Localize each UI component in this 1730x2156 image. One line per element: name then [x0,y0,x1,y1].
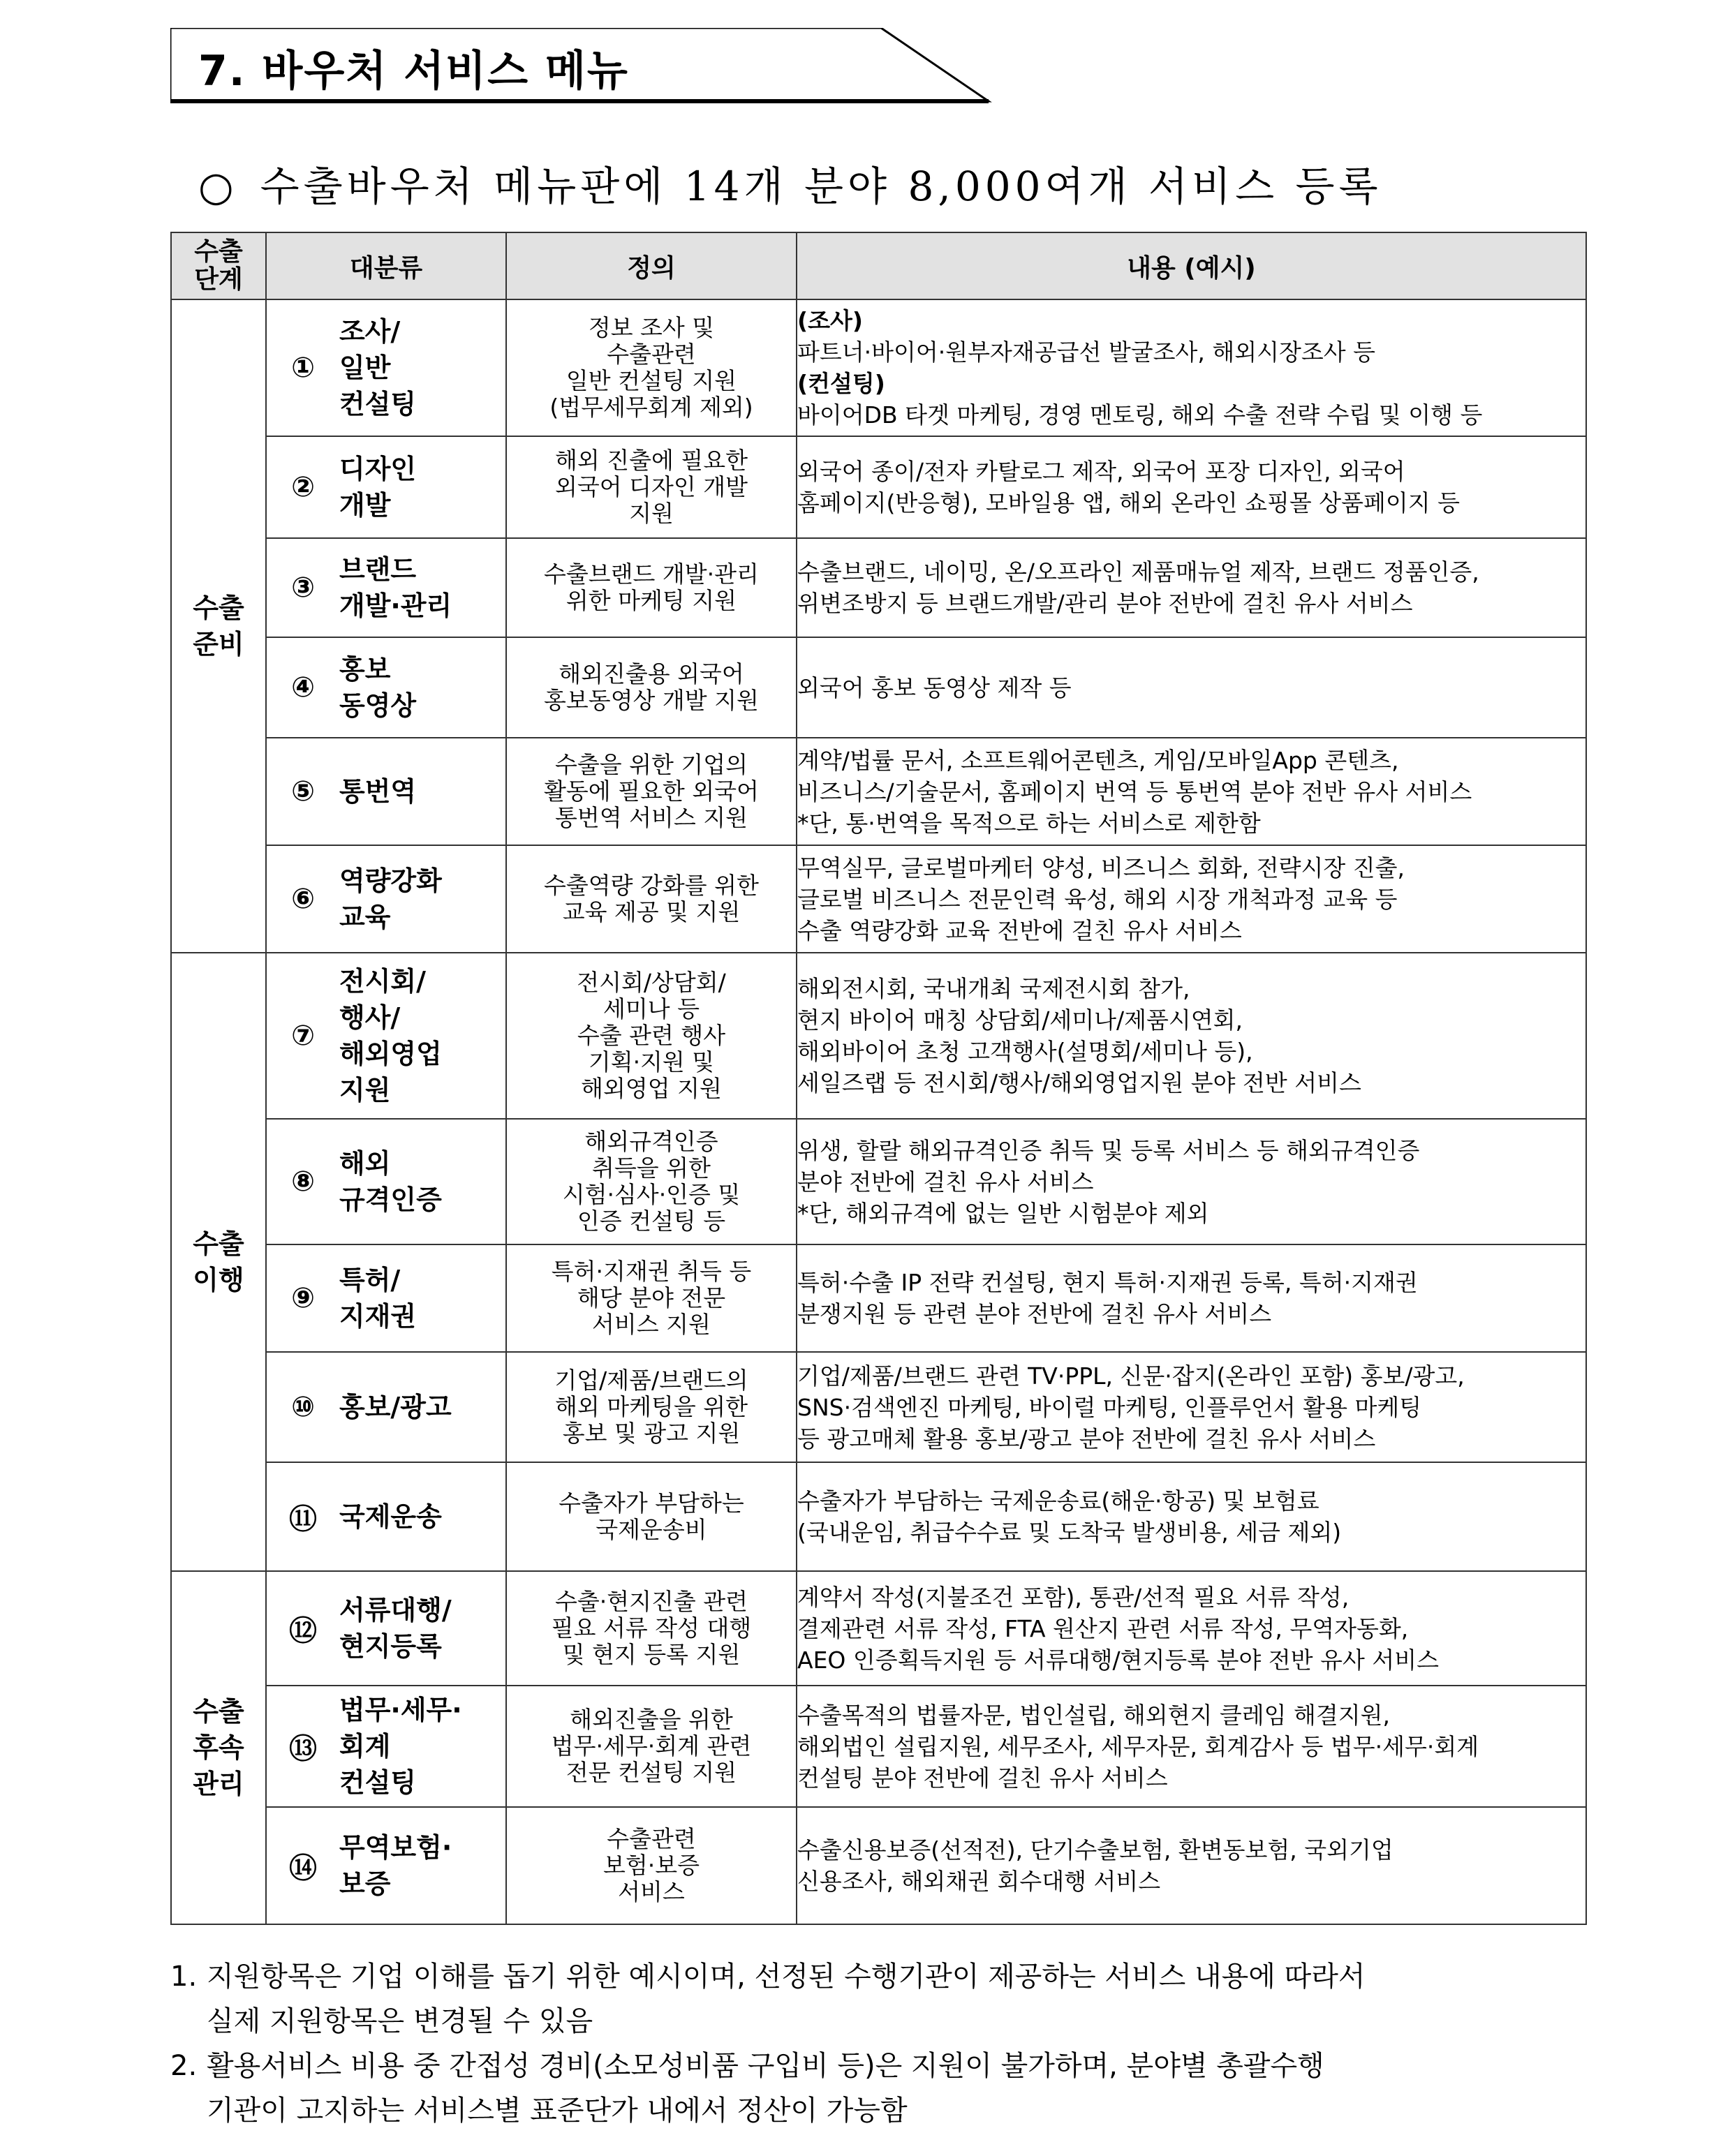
definition-line: 보험·보증 [602,1852,700,1879]
content-line: (컨설팅) [797,370,885,397]
definition-line: 해외 진출에 필요한 [554,447,748,474]
section-title-box [170,28,994,105]
content-line: 해외법인 설립지원, 세무조사, 세무자문, 회계감사 등 법무·세무·회계 [797,1732,1479,1760]
content-line: 해외전시회, 국내개최 국제전시회 참가, [797,975,1190,1002]
category-cell [266,845,506,953]
category-cell [266,538,506,637]
category-label-line: 컨설팅 [339,389,417,419]
content-line: 글로벌 비즈니스 전문인력 육성, 해외 시장 개척과정 교육 등 [797,885,1398,913]
category-label [339,1692,462,1801]
definition-line: 정보 조사 및 [588,314,715,341]
category-cell [266,953,506,1119]
table-row [171,538,1586,637]
definition-cell [506,1352,797,1462]
category-wrap [267,963,505,1108]
content-line: 분쟁지원 등 관련 분야 전반에 걸친 유사 서비스 [797,1300,1272,1328]
definition-line: 수출관련 [607,1825,696,1852]
category-cell [266,1462,506,1571]
category-label-line: 교육 [339,902,391,932]
definition-line: 국제운송비 [596,1516,707,1543]
definition-line: 세미나 등 [602,995,700,1023]
content-cell [797,299,1586,436]
table-row [171,953,1586,1119]
category-cell [266,738,506,845]
category-wrap [267,313,505,422]
stage-label-line: 후속 [193,1732,244,1763]
category-number: ④ [291,671,315,704]
definition-line: 지원 [629,500,674,527]
definition-line: 취득을 위한 [592,1154,711,1182]
category-label [339,313,416,422]
definition-line: 및 현지 등록 지원 [562,1641,741,1668]
category-label-line: 지원 [339,1075,391,1106]
category-cell [266,1352,506,1462]
definition-cell [506,1119,797,1244]
stage-label-line: 관리 [193,1769,244,1799]
category-label-line: 컨설팅 [339,1767,417,1798]
category-wrap [267,1389,505,1425]
definition-line: 해당 분야 전문 [577,1284,726,1311]
category-cell [266,299,506,436]
category-number: ⑭ [289,1852,317,1884]
category-cell [266,1571,506,1686]
definition-cell [506,1686,797,1807]
definition-line: 해외규격인증 [584,1128,718,1155]
table-row [171,1462,1586,1571]
stage-label-line: 수출 [193,593,244,623]
content-line: 계약서 작성(지불조건 포함), 통관/선적 필요 서류 작성, [797,1583,1350,1611]
content-line: 특허·수출 IP 전략 컨설팅, 현지 특허·지재권 등록, 특허·지재권 [797,1269,1418,1296]
content-line: *단, 통·번역을 목적으로 하는 서비스로 제한함 [797,809,1261,837]
footnote-line: 활용서비스 비용 중 간접성 경비(소모성비품 구입비 등)은 지원이 불가하며, 분야별 총괄수행 [207,2050,1324,2082]
category-label-line: 일반 [339,352,391,383]
content-cell [797,637,1586,738]
header-content: 내용 (예시) [797,232,1586,299]
definition-line: 특허·지재권 취득 등 [551,1258,752,1285]
table-body [171,299,1586,1924]
content-cell [797,738,1586,845]
category-label-line: 해외 [339,1148,391,1179]
category-wrap [267,1829,505,1902]
definition-line: 수출관련 [607,341,696,368]
category-label [339,1389,452,1425]
category-number: ⑬ [289,1732,317,1765]
definition-line: 수출브랜드 개발·관리 [544,560,759,588]
category-cell [266,1807,506,1924]
category-number: ⑦ [291,1020,315,1052]
section-title: 7. 바우처 서비스 메뉴 [198,47,629,96]
definition-line: 전시회/상담회/ [577,969,726,996]
content-line: 수출자가 부담하는 국제운송료(해운·항공) 및 보험료 [797,1487,1319,1515]
category-wrap [267,773,505,810]
definition-line: 외국어 디자인 개발 [554,473,748,500]
category-number: ⑩ [291,1391,315,1423]
category-label-line: 개발 [339,490,391,521]
category-label [339,1262,416,1335]
definition-line: 활동에 필요한 외국어 [544,778,759,805]
category-number: ① [291,352,315,384]
category-label-line: 행사/ [339,1002,401,1033]
category-number: ⑨ [291,1282,315,1314]
category-label [339,1145,442,1218]
definition-cell [506,538,797,637]
category-cell [266,1119,506,1244]
category-number: ② [291,471,315,503]
content-line: (국내운임, 취급수수료 및 도착국 발생비용, 세금 제외) [797,1519,1342,1546]
content-cell [797,845,1586,953]
table-row [171,1244,1586,1352]
content-line: 계약/법률 문서, 소프트웨어콘텐츠, 게임/모바일App 콘텐츠, [797,746,1399,774]
content-cell [797,1244,1586,1352]
content-cell [797,1571,1586,1686]
category-wrap [267,863,505,935]
definition-cell [506,1462,797,1571]
definition-cell [506,436,797,538]
header-definition: 정의 [506,232,797,299]
category-number: ⑧ [291,1166,315,1198]
definition-cell [506,738,797,845]
category-label-line: 동영상 [339,690,417,721]
content-line: 위생, 할랄 해외규격인증 취득 및 등록 서비스 등 해외규격인증 [797,1136,1420,1164]
stage-label-line: 수출 [193,1696,244,1727]
category-label-line: 브랜드 [339,554,417,585]
stage-label-line: 준비 [193,629,244,660]
table-row [171,1119,1586,1244]
content-cell [797,436,1586,538]
stage-cell [171,953,266,1571]
content-line: 홈페이지(반응형), 모바일용 앱, 해외 온라인 쇼핑몰 상품페이지 등 [797,489,1460,516]
category-label-line: 해외영업 [339,1039,442,1069]
content-line: 비즈니스/기술문서, 홈페이지 번역 등 통번역 분야 전반 유사 서비스 [797,778,1472,805]
category-label-line: 규격인증 [339,1184,442,1215]
summary-line [198,154,1382,212]
category-label [339,963,442,1108]
content-line: 수출목적의 법률자문, 법인설립, 해외현지 클레임 해결지원, [797,1701,1390,1729]
content-line: AEO 인증획득지원 등 서류대행/현지등록 분야 전반 유사 서비스 [797,1646,1440,1674]
definition-cell [506,1244,797,1352]
definition-cell [506,637,797,738]
definition-line: 해외 마케팅을 위한 [554,1393,748,1420]
category-label-line: 회계 [339,1731,391,1762]
category-label-line: 특허/ [339,1265,401,1295]
content-line: *단, 해외규격에 없는 일반 시험분야 제외 [797,1199,1209,1227]
header-category: 대분류 [266,232,506,299]
definition-line: 수출·현지진출 관련 [554,1588,748,1615]
category-label-line: 현지등록 [339,1631,442,1662]
category-label-line: 보증 [339,1868,391,1899]
category-wrap [267,1497,505,1537]
definition-line: 해외영업 지원 [581,1075,722,1102]
content-cell [797,1462,1586,1571]
content-line: 결제관련 서류 작성, FTA 원산지 관련 서류 작성, 무역자동화, [797,1614,1409,1642]
definition-line: 필요 서류 작성 대행 [551,1614,752,1642]
definition-line: 기획·지원 및 [588,1048,715,1076]
definition-line: 전문 컨설팅 지원 [565,1759,737,1786]
table-row [171,299,1586,436]
category-label-line: 역량강화 [339,865,442,896]
content-line: 신용조사, 해외채권 회수대행 서비스 [797,1868,1161,1895]
content-cell [797,1807,1586,1924]
table-header-row [171,232,1586,299]
stage-label-line: 이행 [193,1265,244,1295]
table-row [171,845,1586,953]
content-line: 현지 바이어 매칭 상담회/세미나/제품시연회, [797,1006,1243,1034]
category-wrap [267,451,505,523]
content-line: 무역실무, 글로벌마케터 양성, 비즈니스 회화, 전략시장 진출, [797,854,1405,882]
footnote-number: 2. [170,2050,198,2082]
category-label-line: 개발·관리 [339,590,452,621]
footnote-item [170,1954,1595,2044]
definition-cell [506,845,797,953]
category-cell [266,436,506,538]
category-number: ⑫ [289,1614,317,1647]
category-label-line: 지재권 [339,1301,417,1332]
voucher-menu-table [170,232,1587,1925]
definition-line: 수출 관련 행사 [577,1022,726,1049]
definition-line: 수출역량 강화를 위한 [544,872,759,899]
category-number: ⑤ [291,775,315,808]
stage-cell [171,1571,266,1924]
definition-cell [506,953,797,1119]
definition-line: 홍보 및 광고 지원 [562,1420,741,1447]
definition-line: 위한 마케팅 지원 [565,587,737,614]
footnote-item [170,2044,1595,2133]
content-cell [797,538,1586,637]
category-label-line: 디자인 [339,454,417,484]
content-line: 수출브랜드, 네이밍, 온/오프라인 제품매뉴얼 제작, 브랜드 정품인증, [797,558,1479,586]
category-label-line: 통번역 [339,776,417,807]
stage-cell [171,299,266,953]
definition-line: 해외진출용 외국어 [559,660,744,687]
definition-line: 시험·심사·인증 및 [562,1181,741,1208]
category-label-line: 법무·세무· [339,1695,462,1725]
content-line: 해외바이어 초청 고객행사(설명회/세미나 등), [797,1038,1253,1065]
content-line: 수출신용보증(선적전), 단기수출보험, 환변동보험, 국외기업 [797,1836,1393,1864]
content-cell [797,1352,1586,1462]
category-cell [266,1244,506,1352]
category-label [339,1499,442,1535]
category-cell [266,637,506,738]
content-line: 위변조방지 등 브랜드개발/관리 분야 전반에 걸친 유사 서비스 [797,590,1413,617]
content-line: 컨설팅 분야 전반에 걸친 유사 서비스 [797,1764,1168,1792]
category-label-line: 전시회/ [339,966,427,997]
definition-line: 서비스 지원 [592,1311,711,1338]
content-cell [797,1119,1586,1244]
definition-line: 기업/제품/브랜드의 [554,1367,748,1394]
definition-line: 수출자가 부담하는 [559,1489,744,1517]
category-label-line: 국제운송 [339,1501,442,1532]
definition-cell [506,1571,797,1686]
content-line: 기업/제품/브랜드 관련 TV·PPL, 신문·잡지(온라인 포함) 홍보/광고, [797,1362,1465,1390]
category-label-line: 홍보/광고 [339,1392,452,1422]
content-line: 외국어 종이/전자 카탈로그 제작, 외국어 포장 디자인, 외국어 [797,458,1405,485]
table-row [171,1807,1586,1924]
summary-text: 수출바우처 메뉴판에 14개 분야 8,000여개 서비스 등록 [260,163,1382,210]
definition-line: 인증 컨설팅 등 [577,1207,726,1235]
table-row [171,436,1586,538]
header-stage: 수출 단계 [171,232,266,299]
category-wrap [267,1692,505,1801]
definition-line: 수출을 위한 기업의 [554,751,748,778]
content-line: 바이어DB 타겟 마케팅, 경영 멘토링, 해외 수출 전략 수립 및 이행 등 [797,401,1483,429]
table-row [171,637,1586,738]
content-line: 세일즈랩 등 전시회/행사/해외영업지원 분야 전반 서비스 [797,1069,1361,1096]
category-label [339,773,416,810]
category-wrap [267,1592,505,1665]
category-number: ③ [291,572,315,604]
definition-cell [506,299,797,436]
category-wrap [267,1145,505,1218]
table-row [171,1571,1586,1686]
category-label-line: 서류대행/ [339,1595,452,1626]
category-label [339,451,416,523]
category-number: ⑥ [291,883,315,915]
category-label [339,1829,452,1902]
footnotes [170,1954,1595,2133]
category-label-line: 조사/ [339,316,401,347]
definition-line: (법무세무회계 제외) [549,394,753,421]
definition-line: 홍보동영상 개발 지원 [544,687,759,714]
content-line: 파트너·바이어·원부자재공급선 발굴조사, 해외시장조사 등 [797,339,1376,366]
content-cell [797,953,1586,1119]
content-line: 수출 역량강화 교육 전반에 걸친 유사 서비스 [797,916,1242,944]
bullet-circle-icon: ○ [198,163,238,210]
category-label [339,1592,452,1665]
category-label [339,551,452,624]
content-line: (조사) [797,307,863,334]
footnote-line: 기관이 고지하는 서비스별 표준단가 내에서 정산이 가능함 [207,2095,908,2127]
category-wrap [267,551,505,624]
category-label [339,863,442,935]
definition-line: 통번역 서비스 지원 [554,804,748,831]
definition-line: 법무·세무·회계 관련 [551,1732,752,1760]
category-wrap [267,1262,505,1335]
content-cell [797,1686,1586,1807]
definition-line: 일반 컨설팅 지원 [565,367,737,394]
definition-line: 서비스 [618,1878,685,1905]
content-line: 등 광고매체 활용 홍보/광고 분야 전반에 걸친 유사 서비스 [797,1425,1376,1452]
footnote-number: 1. [170,1961,198,1993]
definition-cell [506,1807,797,1924]
footnote-line: 지원항목은 기업 이해를 돕기 위한 예시이며, 선정된 수행기관이 제공하는 서비스 내용에 따라서 [207,1961,1366,1993]
content-line: 분야 전반에 걸친 유사 서비스 [797,1168,1094,1196]
category-number: ⑪ [289,1503,317,1536]
category-label [339,651,416,724]
content-line: SNS·검색엔진 마케팅, 바이럴 마케팅, 인플루언서 활용 마케팅 [797,1393,1422,1421]
definition-line: 교육 제공 및 지원 [562,898,741,925]
table-row [171,1352,1586,1462]
definition-line: 해외진출을 위한 [570,1706,733,1733]
category-label-line: 홍보 [339,654,391,685]
table-row [171,738,1586,845]
footnote-line: 실제 지원항목은 변경될 수 있음 [207,2005,593,2037]
category-cell [266,1686,506,1807]
category-label-line: 무역보험· [339,1832,452,1863]
stage-label-line: 수출 [193,1228,244,1259]
category-wrap [267,651,505,724]
table-row [171,1686,1586,1807]
content-line: 외국어 홍보 동영상 제작 등 [797,674,1072,701]
